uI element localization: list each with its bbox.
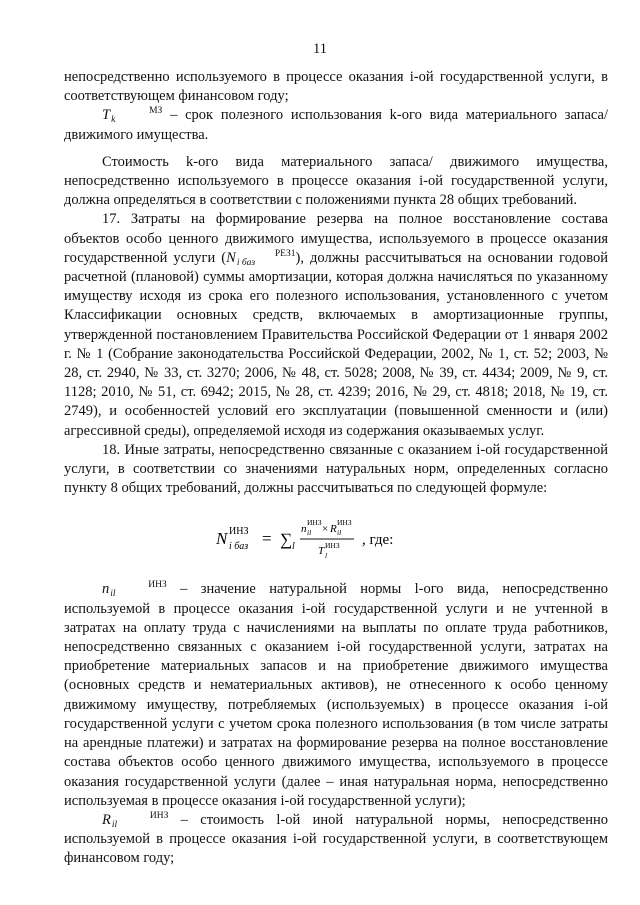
- formula-sum: ∑: [280, 530, 293, 550]
- symbol-n-rez1: N РЕЗ1 i баз: [226, 248, 296, 268]
- formula-num-r-sup: ИНЗ: [337, 518, 352, 528]
- formula-tail: , где:: [362, 532, 394, 549]
- paragraph-continuation: непосредственно используемого в процессе оказания i-ой государственной услуги, в соответствующем финансовом году;: [64, 69, 608, 105]
- definition-n-inz: n ИНЗ il – значение натуральной нормы l-ого вида, непосредственно используемой в процессе оказания i-ой государственной услуги и не учтенной в затратах на оплату труда с начислениями на выплаты по оплате труда работников, непосредственно связанных с оказанием i-ой государственной услуги, затратах на приобретение материальных запасов и на приобретение движимого имущества (основных средств и нематериальных активов), не отнесенного к особо ценному движимому имуществу, потребляемых (используемых) в процессе оказания i-ой государственной услуги с учетом срока полезного использования (в том числе затраты на арендные платежи) и затратах на формирование резерва на полное восстановление состава объектов особо ценного движимого имущества, используемого в процессе оказания государственной услуги (далее – иная натуральная норма, непосредственно используемая в процессе оказания i-ой государственной услуги);: [64, 580, 608, 809]
- formula-num-n-sub: il: [307, 528, 312, 538]
- formula-num-r: R: [330, 523, 337, 536]
- paragraph-cost-k: Стоимость k-ого вида материального запаса/ движимого имущества, непосредственно используемого в процессе оказания i-ой государственной услуги, должна определяться в соответствии с положениями пункта 28 общих требований.: [64, 153, 608, 209]
- formula-lhs-sup: ИНЗ: [229, 526, 249, 538]
- formula-num-n-sup: ИНЗ: [307, 518, 322, 528]
- formula-times: ×: [322, 523, 329, 536]
- formula-sum-sub: l: [292, 541, 295, 553]
- symbol-r-il-inz: R ИНЗ il: [102, 810, 169, 830]
- symbol-n-il-inz: n ИНЗ il: [102, 580, 167, 600]
- formula-den-sub: l: [325, 551, 328, 561]
- formula-n-inz: [64, 508, 608, 566]
- formula-lhs-sub: i баз: [229, 541, 249, 553]
- definition-r-inz: R ИНЗ il – стоимость l-ой иной натуральной нормы, непосредственно используемой в процессе оказания i-ой государственной услуги, в соответствующем финансовом году;: [64, 810, 608, 867]
- formula-num-r-sub: il: [337, 528, 342, 538]
- paragraph-17: 17. Затраты на формирование резерва на полное восстановление состава объектов особо ценного движимого имущества, используемого в процессе оказания государственной услуги (N РЕЗ1 i баз ), должны рассчитываться на основании годовой расчетной (плановой) суммы амортизации, которая должна начисляться по указанному имуществу исходя из срока его полезного использования, установленного с учетом Классификации основных средств, включаемых в амортизационные группы, утвержденной постановлением Правительства Российской Федерации от 1 января 2002 г. № 1 (Собрание законодательства Российской Федерации, 2002, № 1, ст. 52; 2003, № 28, ст. 2940, № 33, ст. 3270; 2006, № 48, ст. 5028; 2008, № 39, ст. 4434; 2009, № 9, ст. 1128; 2010, № 51, ст. 6942; 2015, № 28, ст. 4239; 2016, № 29, ст. 4818; 2018, № 19, ст. 2749), и особенностей условий его эксплуатации (повышенной сменности и (или) агрессивной среды), определяемой исходя из содержания оказываемых услуг.: [64, 211, 608, 439]
- formula-den-t: T: [318, 545, 325, 558]
- page-number: 11: [313, 41, 327, 57]
- formula-num-n: n: [301, 523, 307, 536]
- formula-lhs: N: [216, 529, 228, 549]
- formula-graphic: [206, 508, 466, 566]
- paragraph-18: 18. Иные затраты, непосредственно связанные с оказанием i-ой государственной услуги, в соответствии со значениями натуральных норм, определенных согласно пункту 8 общих требований, должны рассчитываться по следующей формуле:: [64, 441, 608, 497]
- definition-tk-mz: T МЗ k – срок полезного использования k-ого вида материального запаса/ движимого имущества.: [64, 106, 608, 143]
- formula-equals: =: [262, 529, 272, 549]
- symbol-tk-mz: T МЗ k: [102, 106, 163, 126]
- formula-den-sup: ИНЗ: [325, 541, 340, 551]
- document-body: [64, 68, 608, 869]
